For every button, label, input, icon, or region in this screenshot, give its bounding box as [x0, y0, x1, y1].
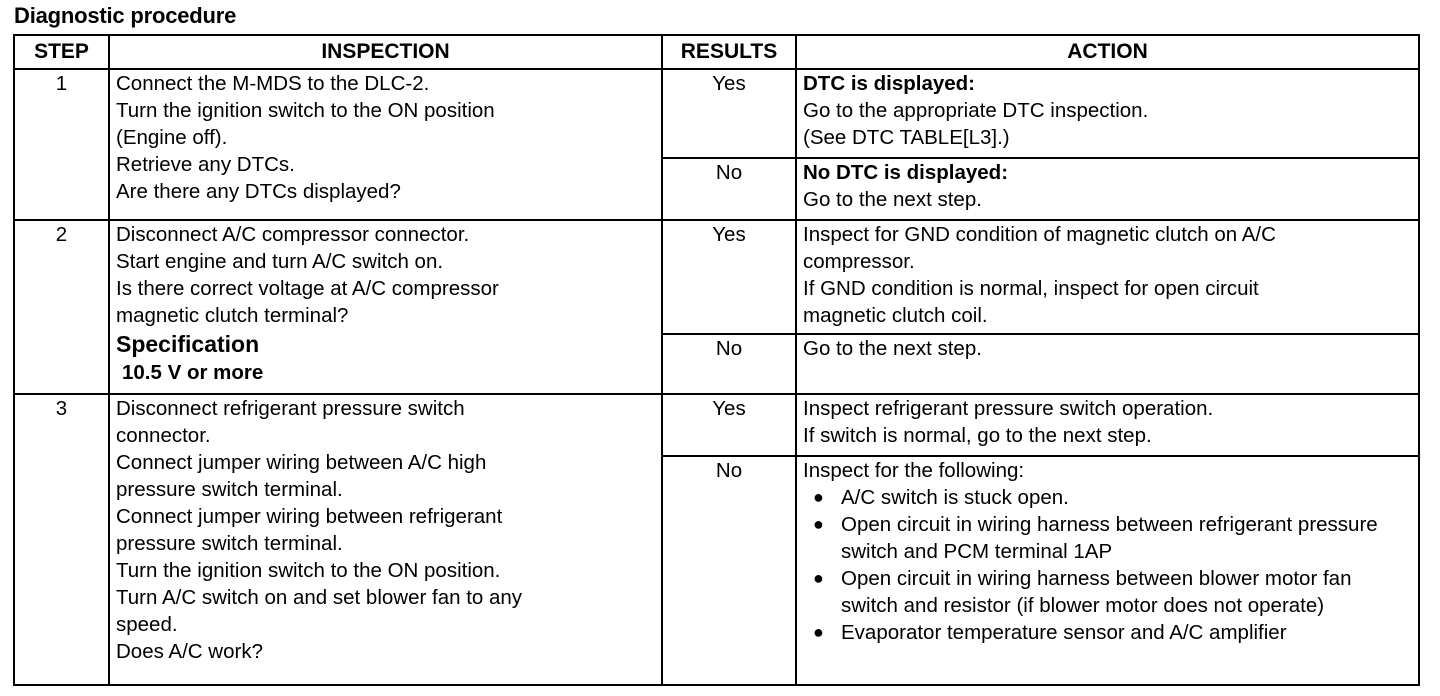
- list-item-text: A/C switch is stuck open.: [841, 486, 1069, 509]
- list-item: [803, 565, 1412, 619]
- inspection-line: (Engine off).: [116, 126, 228, 149]
- inspection-line: Start engine and turn A/C switch on.: [116, 250, 444, 273]
- inspection-line: Turn A/C switch on and set blower fan to any: [116, 586, 523, 609]
- specification-heading: Specification: [116, 331, 260, 357]
- step-number: 2: [14, 220, 109, 394]
- diagnostic-table: [13, 34, 1420, 686]
- action-line: (See DTC TABLE[L3].): [803, 126, 1010, 149]
- header-row: [14, 35, 1419, 69]
- action-heading: No DTC is displayed:: [803, 161, 1009, 184]
- action-line: Inspect refrigerant pressure switch operation.: [803, 397, 1214, 420]
- action-line: If GND condition is normal, inspect for open circuit: [803, 277, 1259, 300]
- action-line: Go to the next step.: [803, 188, 982, 211]
- result-no: No: [662, 158, 796, 220]
- inspection-line: Turn the ignition switch to the ON position.: [116, 559, 501, 582]
- action-line: Inspect for the following:: [803, 459, 1025, 482]
- action-heading: DTC is displayed:: [803, 72, 976, 95]
- result-yes: Yes: [662, 69, 796, 158]
- step-2-inspection: [109, 220, 662, 394]
- action-line: If switch is normal, go to the next step.: [803, 424, 1152, 447]
- result-no: No: [662, 456, 796, 685]
- inspection-line: pressure switch terminal.: [116, 478, 343, 501]
- table-row: [14, 220, 1419, 334]
- header-results: RESULTS: [662, 35, 796, 69]
- action-line: Inspect for GND condition of magnetic clutch on A/C: [803, 223, 1276, 246]
- action-line: Go to the appropriate DTC inspection.: [803, 99, 1149, 122]
- action-no: [796, 456, 1419, 685]
- page-title: Diagnostic procedure: [14, 3, 237, 28]
- action-bullet-list: [803, 484, 1412, 646]
- inspection-line: pressure switch terminal.: [116, 532, 343, 555]
- bullet-icon: ●: [813, 487, 824, 507]
- result-yes: Yes: [662, 220, 796, 334]
- inspection-line: Connect jumper wiring between A/C high: [116, 451, 487, 474]
- table-row: [14, 69, 1419, 158]
- list-item-text: Open circuit in wiring harness between blower motor fan switch and resistor (if blower motor does not operate): [841, 567, 1352, 617]
- bullet-icon: ●: [813, 568, 824, 588]
- inspection-line: Turn the ignition switch to the ON position: [116, 99, 495, 122]
- action-line: compressor.: [803, 250, 915, 273]
- list-item-text: Evaporator temperature sensor and A/C amplifier: [841, 621, 1287, 644]
- inspection-line: Does A/C work?: [116, 640, 263, 663]
- bullet-icon: ●: [813, 622, 824, 642]
- list-item: [803, 511, 1412, 565]
- inspection-line: magnetic clutch terminal?: [116, 304, 349, 327]
- action-yes: [796, 220, 1419, 334]
- header-inspection: INSPECTION: [109, 35, 662, 69]
- inspection-line: Disconnect refrigerant pressure switch: [116, 397, 465, 420]
- inspection-line: Are there any DTCs displayed?: [116, 180, 401, 203]
- action-yes: [796, 69, 1419, 158]
- result-yes: Yes: [662, 394, 796, 456]
- action-line: magnetic clutch coil.: [803, 304, 988, 327]
- step-number: 1: [14, 69, 109, 220]
- step-number: 3: [14, 394, 109, 685]
- action-yes: [796, 394, 1419, 456]
- step-3-inspection: [109, 394, 662, 685]
- action-no: [796, 334, 1419, 394]
- specification-value: 10.5 V or more: [122, 361, 264, 384]
- list-item: [803, 484, 1412, 511]
- inspection-line: speed.: [116, 613, 178, 636]
- header-action: ACTION: [796, 35, 1419, 69]
- inspection-line: Connect jumper wiring between refrigerant: [116, 505, 503, 528]
- inspection-line: Connect the M-MDS to the DLC-2.: [116, 72, 430, 95]
- action-no: [796, 158, 1419, 220]
- step-1-inspection: [109, 69, 662, 220]
- header-step: STEP: [14, 35, 109, 69]
- bullet-icon: ●: [813, 514, 824, 534]
- inspection-line: Retrieve any DTCs.: [116, 153, 295, 176]
- inspection-line: connector.: [116, 424, 211, 447]
- inspection-line: Is there correct voltage at A/C compressor: [116, 277, 499, 300]
- table-row: [14, 394, 1419, 456]
- action-line: Go to the next step.: [803, 337, 982, 360]
- list-item: [803, 619, 1412, 646]
- list-item-text: Open circuit in wiring harness between refrigerant pressure switch and PCM terminal 1AP: [841, 513, 1378, 563]
- inspection-line: Disconnect A/C compressor connector.: [116, 223, 470, 246]
- result-no: No: [662, 334, 796, 394]
